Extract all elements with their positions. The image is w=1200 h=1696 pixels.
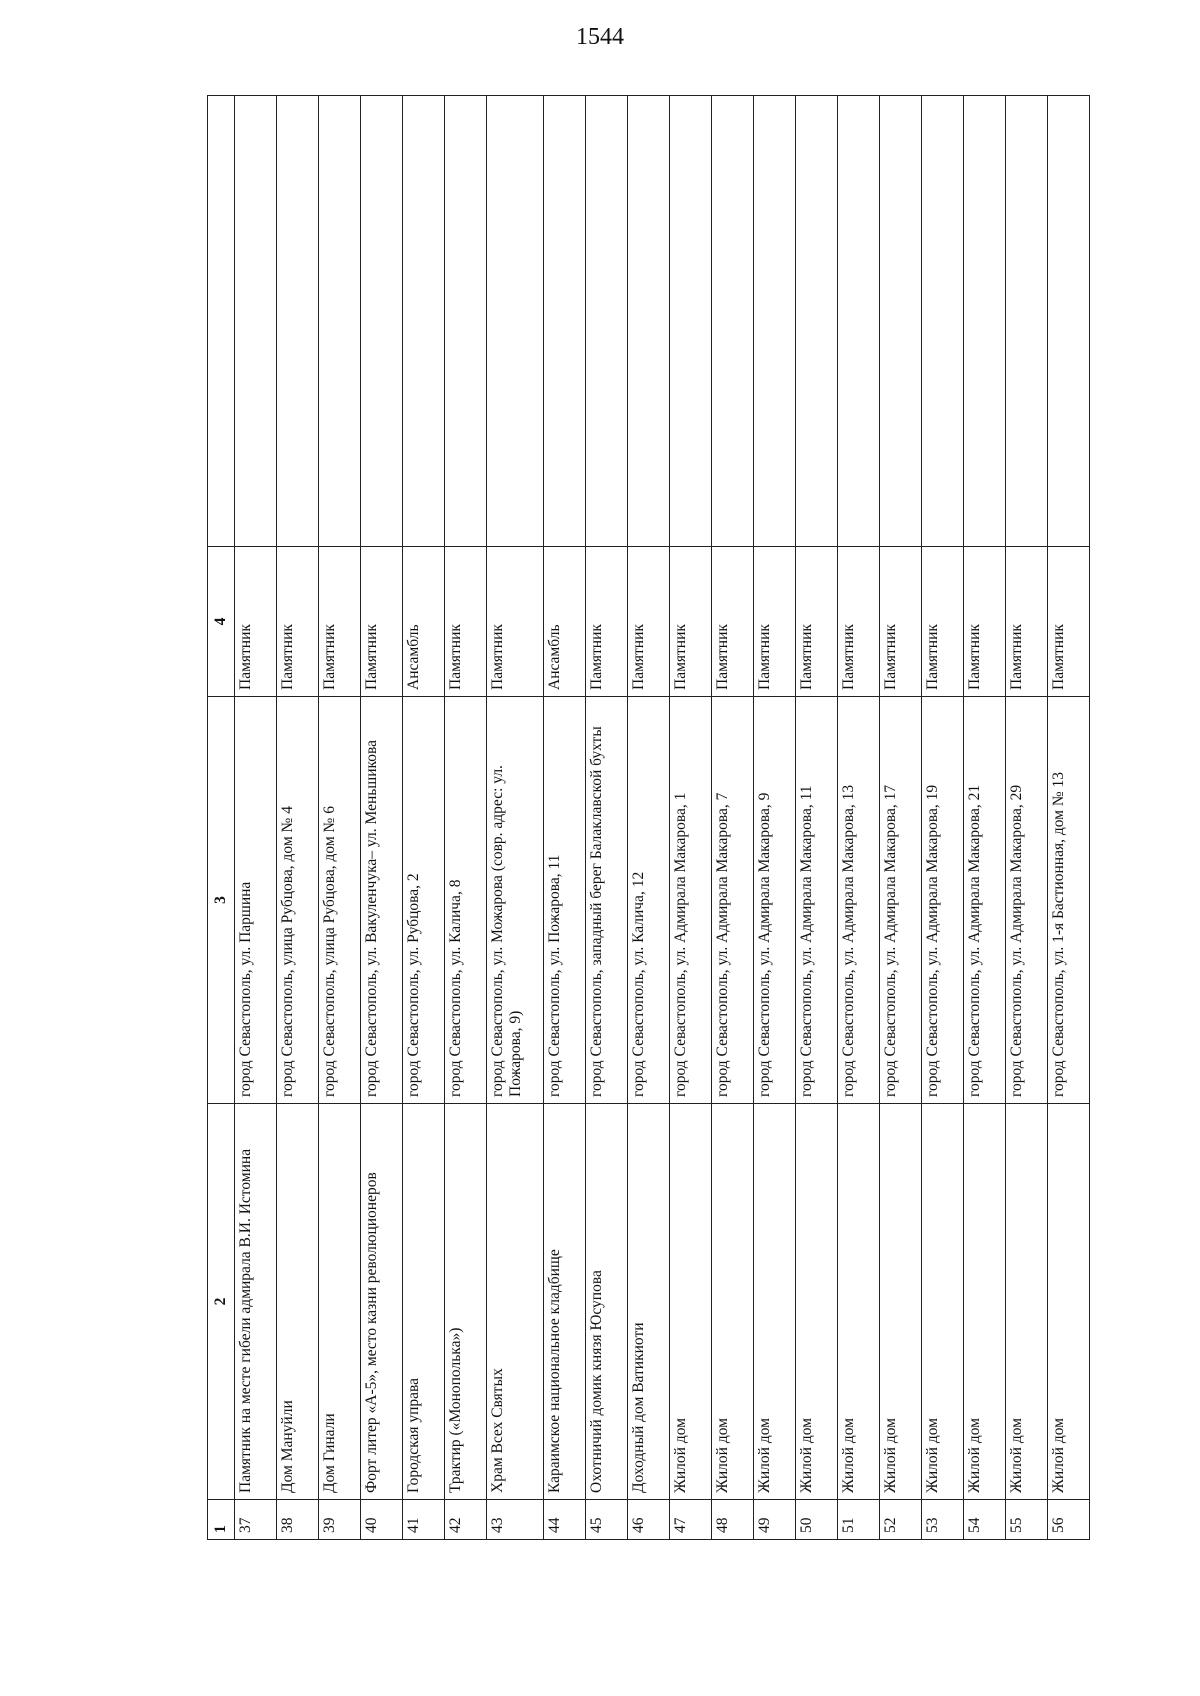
cell-extra bbox=[838, 96, 880, 547]
cell-address: город Севастополь, ул. Адмирала Макарова, 17 bbox=[880, 697, 922, 1104]
cell-object-name: Храм Всех Святых bbox=[487, 1104, 544, 1500]
cell-address: город Севастополь, ул. Адмирала Макарова, 13 bbox=[838, 697, 880, 1104]
table-row bbox=[712, 96, 754, 1540]
cell-object-name: Форт литер «А-5», место казни революционеров bbox=[361, 1104, 403, 1500]
table-row bbox=[544, 96, 586, 1540]
cell-extra bbox=[754, 96, 796, 547]
cell-number: 56 bbox=[1048, 1500, 1090, 1540]
table-row bbox=[670, 96, 712, 1540]
cell-number: 54 bbox=[964, 1500, 1006, 1540]
table-row bbox=[1006, 96, 1048, 1540]
cell-extra bbox=[544, 96, 586, 547]
cell-object-name: Жилой дом bbox=[754, 1104, 796, 1500]
cell-category: Памятник bbox=[586, 547, 628, 697]
cell-number: 49 bbox=[754, 1500, 796, 1540]
cell-category: Памятник bbox=[361, 547, 403, 697]
cell-extra bbox=[586, 96, 628, 547]
cell-object-name: Дом Гинали bbox=[319, 1104, 361, 1500]
cell-category: Памятник bbox=[670, 547, 712, 697]
cell-category: Памятник bbox=[277, 547, 319, 697]
cell-number: 44 bbox=[544, 1500, 586, 1540]
cell-object-name: Жилой дом bbox=[838, 1104, 880, 1500]
cell-number: 55 bbox=[1006, 1500, 1048, 1540]
cell-category: Памятник bbox=[235, 547, 277, 697]
cell-category: Памятник bbox=[1048, 547, 1090, 697]
cell-address: город Севастополь, ул. Можарова (совр. адрес: ул. Пожарова, 9) bbox=[487, 697, 544, 1104]
cell-number: 47 bbox=[670, 1500, 712, 1540]
cell-category: Ансамбль bbox=[403, 547, 445, 697]
cell-number: 42 bbox=[445, 1500, 487, 1540]
cell-object-name: Трактир («Монополька») bbox=[445, 1104, 487, 1500]
cell-extra bbox=[1006, 96, 1048, 547]
cell-extra bbox=[670, 96, 712, 547]
cell-number: 38 bbox=[277, 1500, 319, 1540]
cell-extra bbox=[964, 96, 1006, 547]
table-row bbox=[277, 96, 319, 1540]
cell-number: 41 bbox=[403, 1500, 445, 1540]
cell-address: город Севастополь, ул. Пожарова, 11 bbox=[544, 697, 586, 1104]
table-header-row bbox=[208, 96, 235, 1540]
cell-category: Памятник bbox=[754, 547, 796, 697]
cell-number: 45 bbox=[586, 1500, 628, 1540]
cell-category: Ансамбль bbox=[544, 547, 586, 697]
cell-object-name: Жилой дом bbox=[880, 1104, 922, 1500]
cell-address: город Севастополь, ул. Калича, 12 bbox=[628, 697, 670, 1104]
cell-extra bbox=[277, 96, 319, 547]
cell-address: город Севастополь, ул. Адмирала Макарова, 7 bbox=[712, 697, 754, 1104]
cell-extra bbox=[880, 96, 922, 547]
cell-category: Памятник bbox=[487, 547, 544, 697]
cell-address: город Севастополь, ул. Калича, 8 bbox=[445, 697, 487, 1104]
cell-category: Памятник bbox=[796, 547, 838, 697]
table-row bbox=[319, 96, 361, 1540]
header-col-5 bbox=[208, 96, 235, 547]
cell-object-name: Жилой дом bbox=[922, 1104, 964, 1500]
table-row bbox=[235, 96, 277, 1540]
cell-address: город Севастополь, ул. Адмирала Макарова, 9 bbox=[754, 697, 796, 1104]
cell-category: Памятник bbox=[628, 547, 670, 697]
table-row bbox=[403, 96, 445, 1540]
cell-object-name: Жилой дом bbox=[670, 1104, 712, 1500]
cell-extra bbox=[487, 96, 544, 547]
cell-address: город Севастополь, ул. Адмирала Макарова, 21 bbox=[964, 697, 1006, 1104]
table-row bbox=[1048, 96, 1090, 1540]
cell-address: город Севастополь, ул. Адмирала Макарова, 11 bbox=[796, 697, 838, 1104]
cell-address: город Севастополь, улица Рубцова, дом № 4 bbox=[277, 697, 319, 1104]
cell-number: 43 bbox=[487, 1500, 544, 1540]
cell-address: город Севастополь, ул. Адмирала Макарова, 29 bbox=[1006, 697, 1048, 1104]
cell-number: 46 bbox=[628, 1500, 670, 1540]
cell-extra bbox=[235, 96, 277, 547]
cell-extra bbox=[1048, 96, 1090, 547]
cell-object-name: Жилой дом bbox=[796, 1104, 838, 1500]
cell-number: 52 bbox=[880, 1500, 922, 1540]
cell-address: город Севастополь, ул. Вакуленчука– ул. Меньшикова bbox=[361, 697, 403, 1104]
cell-number: 53 bbox=[922, 1500, 964, 1540]
cell-address: город Севастополь, ул. Рубцова, 2 bbox=[403, 697, 445, 1104]
cell-address: город Севастополь, ул. Адмирала Макарова, 19 bbox=[922, 697, 964, 1104]
cell-extra bbox=[628, 96, 670, 547]
table-row bbox=[487, 96, 544, 1540]
cell-number: 39 bbox=[319, 1500, 361, 1540]
cell-category: Памятник bbox=[445, 547, 487, 697]
cell-number: 51 bbox=[838, 1500, 880, 1540]
cell-extra bbox=[403, 96, 445, 547]
cell-object-name: Жилой дом bbox=[1006, 1104, 1048, 1500]
cell-object-name: Караимское национальное кладбище bbox=[544, 1104, 586, 1500]
table-row bbox=[628, 96, 670, 1540]
cell-address: город Севастополь, западный берег Балаклавской бухты bbox=[586, 697, 628, 1104]
table-row bbox=[445, 96, 487, 1540]
header-col-2: 2 bbox=[208, 1104, 235, 1500]
cell-extra bbox=[361, 96, 403, 547]
cell-category: Памятник bbox=[922, 547, 964, 697]
cell-object-name: Дом Мануйли bbox=[277, 1104, 319, 1500]
cell-object-name: Жилой дом bbox=[712, 1104, 754, 1500]
cell-extra bbox=[712, 96, 754, 547]
table-row bbox=[754, 96, 796, 1540]
cell-category: Памятник bbox=[838, 547, 880, 697]
cell-number: 37 bbox=[235, 1500, 277, 1540]
cell-address: город Севастополь, улица Рубцова, дом № 6 bbox=[319, 697, 361, 1104]
monuments-table-container bbox=[207, 96, 1067, 1540]
cell-category: Памятник bbox=[1006, 547, 1048, 697]
header-col-1: 1 bbox=[208, 1500, 235, 1540]
table-row bbox=[964, 96, 1006, 1540]
cell-address: город Севастополь, ул. 1-я Бастионная, дом № 13 bbox=[1048, 697, 1090, 1104]
table-row bbox=[586, 96, 628, 1540]
cell-object-name: Охотничий домик князя Юсупова bbox=[586, 1104, 628, 1500]
cell-number: 48 bbox=[712, 1500, 754, 1540]
cell-extra bbox=[796, 96, 838, 547]
cell-address: город Севастополь, ул. Паршина bbox=[235, 697, 277, 1104]
header-col-4: 4 bbox=[208, 547, 235, 697]
cell-category: Памятник bbox=[880, 547, 922, 697]
table-body bbox=[208, 96, 1090, 1540]
table-row bbox=[796, 96, 838, 1540]
cell-category: Памятник bbox=[964, 547, 1006, 697]
cell-address: город Севастополь, ул. Адмирала Макарова, 1 bbox=[670, 697, 712, 1104]
cell-number: 50 bbox=[796, 1500, 838, 1540]
table-row bbox=[361, 96, 403, 1540]
rotated-table-frame bbox=[207, 96, 1067, 1540]
cell-object-name: Городская управа bbox=[403, 1104, 445, 1500]
cell-category: Памятник bbox=[712, 547, 754, 697]
cell-extra bbox=[445, 96, 487, 547]
table-row bbox=[880, 96, 922, 1540]
cell-number: 40 bbox=[361, 1500, 403, 1540]
cell-category: Памятник bbox=[319, 547, 361, 697]
cell-object-name: Памятник на месте гибели адмирала В.И. Истомина bbox=[235, 1104, 277, 1500]
page-number: 1544 bbox=[576, 24, 624, 50]
table-row bbox=[922, 96, 964, 1540]
cell-object-name: Доходный дом Ватикиоти bbox=[628, 1104, 670, 1500]
cell-object-name: Жилой дом bbox=[1048, 1104, 1090, 1500]
table-row bbox=[838, 96, 880, 1540]
cell-extra bbox=[922, 96, 964, 547]
header-col-3: 3 bbox=[208, 697, 235, 1104]
cell-object-name: Жилой дом bbox=[964, 1104, 1006, 1500]
monuments-table bbox=[207, 95, 1090, 1540]
cell-extra bbox=[319, 96, 361, 547]
